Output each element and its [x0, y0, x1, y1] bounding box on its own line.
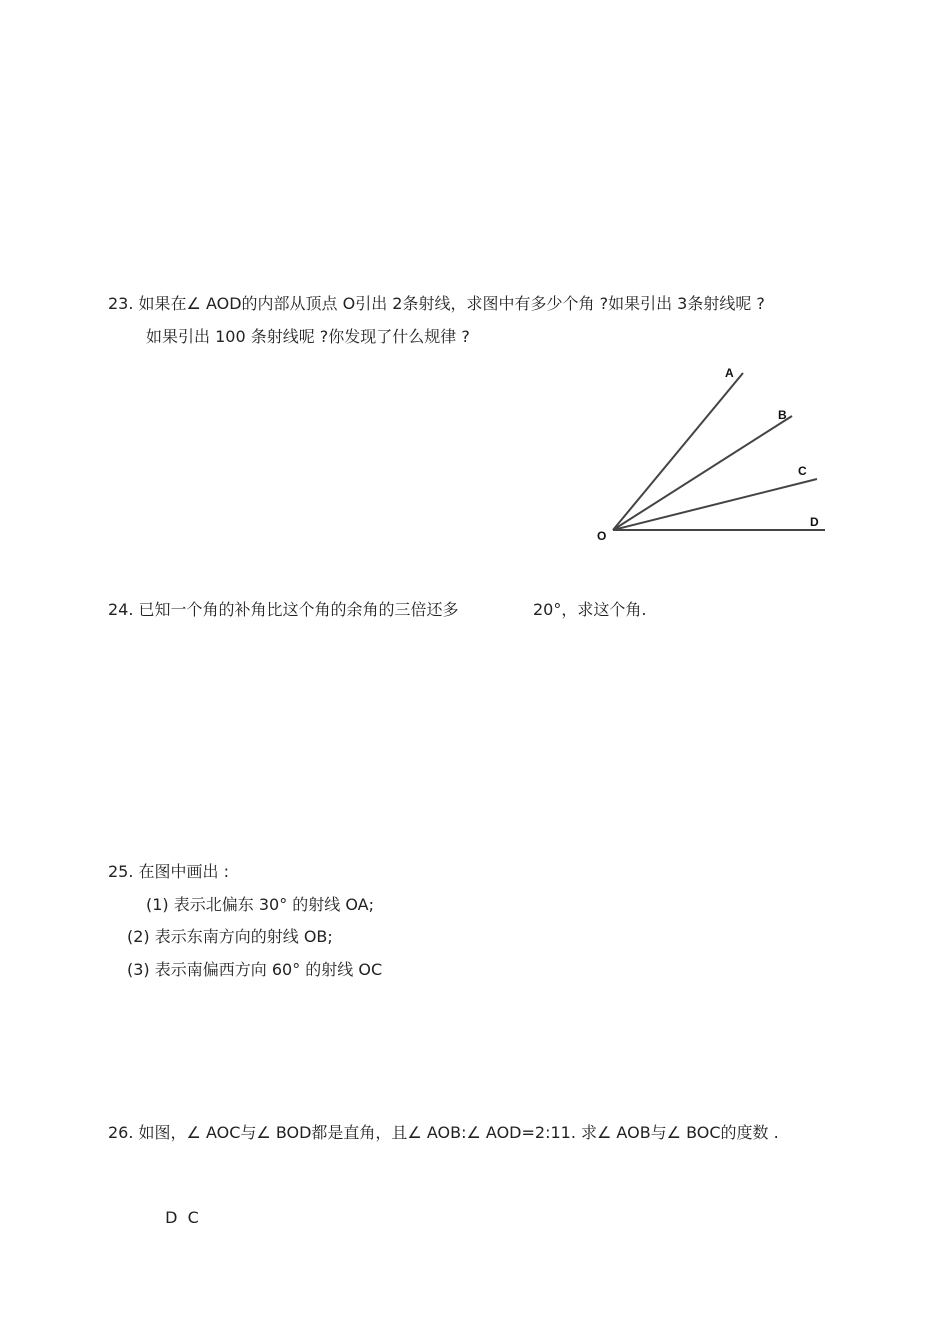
q25-item-2: [127, 927, 333, 947]
q26-figure-labels: [155, 1188, 199, 1228]
ray-ob: [613, 416, 792, 530]
q26-labels-text: D C: [165, 1208, 199, 1227]
label-a: A: [725, 366, 734, 380]
q25-title-text: 25. 在图中画出 :: [108, 862, 230, 881]
q25-item-3: [127, 960, 382, 980]
q23-text-line-2: 如果引出 100 条射线呢 ?你发现了什么规律 ?: [146, 327, 470, 346]
q25-item-1: [146, 895, 374, 915]
q25-title: [108, 862, 229, 882]
rays: [613, 373, 825, 530]
q26-line: [108, 1123, 779, 1143]
label-b: B: [778, 408, 787, 422]
label-d: D: [810, 515, 819, 529]
q24-text-b: 20°，求这个角.: [533, 600, 647, 619]
q25-item-3-text: (3) 表示南偏西方向 60° 的射线 OC: [127, 960, 383, 979]
q26-text: 26. 如图，∠ AOC与∠ BOD都是直角，且∠ AOB:∠ AOD=2:11. 求∠ AOB与∠ BOC的度数 .: [108, 1123, 779, 1142]
ray-oc: [613, 479, 817, 530]
q25-item-2-text: (2) 表示东南方向的射线 OB;: [127, 927, 333, 946]
q24-text-a: 24. 已知一个角的补角比这个角的余角的三倍还多: [108, 600, 459, 619]
label-c: C: [798, 464, 807, 478]
q24-line: [108, 600, 459, 620]
q25-item-1-text: (1) 表示北偏东 30° 的射线 OA;: [146, 895, 375, 914]
q24-line-b: [533, 600, 646, 620]
label-o: O: [597, 529, 607, 543]
ray-oa: [613, 373, 743, 530]
q23-text-line-1: 23. 如果在∠ AOD的内部从顶点 O引出 2条射线，求图中有多少个角 ?如果引出 3条射线呢 ?: [108, 294, 765, 313]
